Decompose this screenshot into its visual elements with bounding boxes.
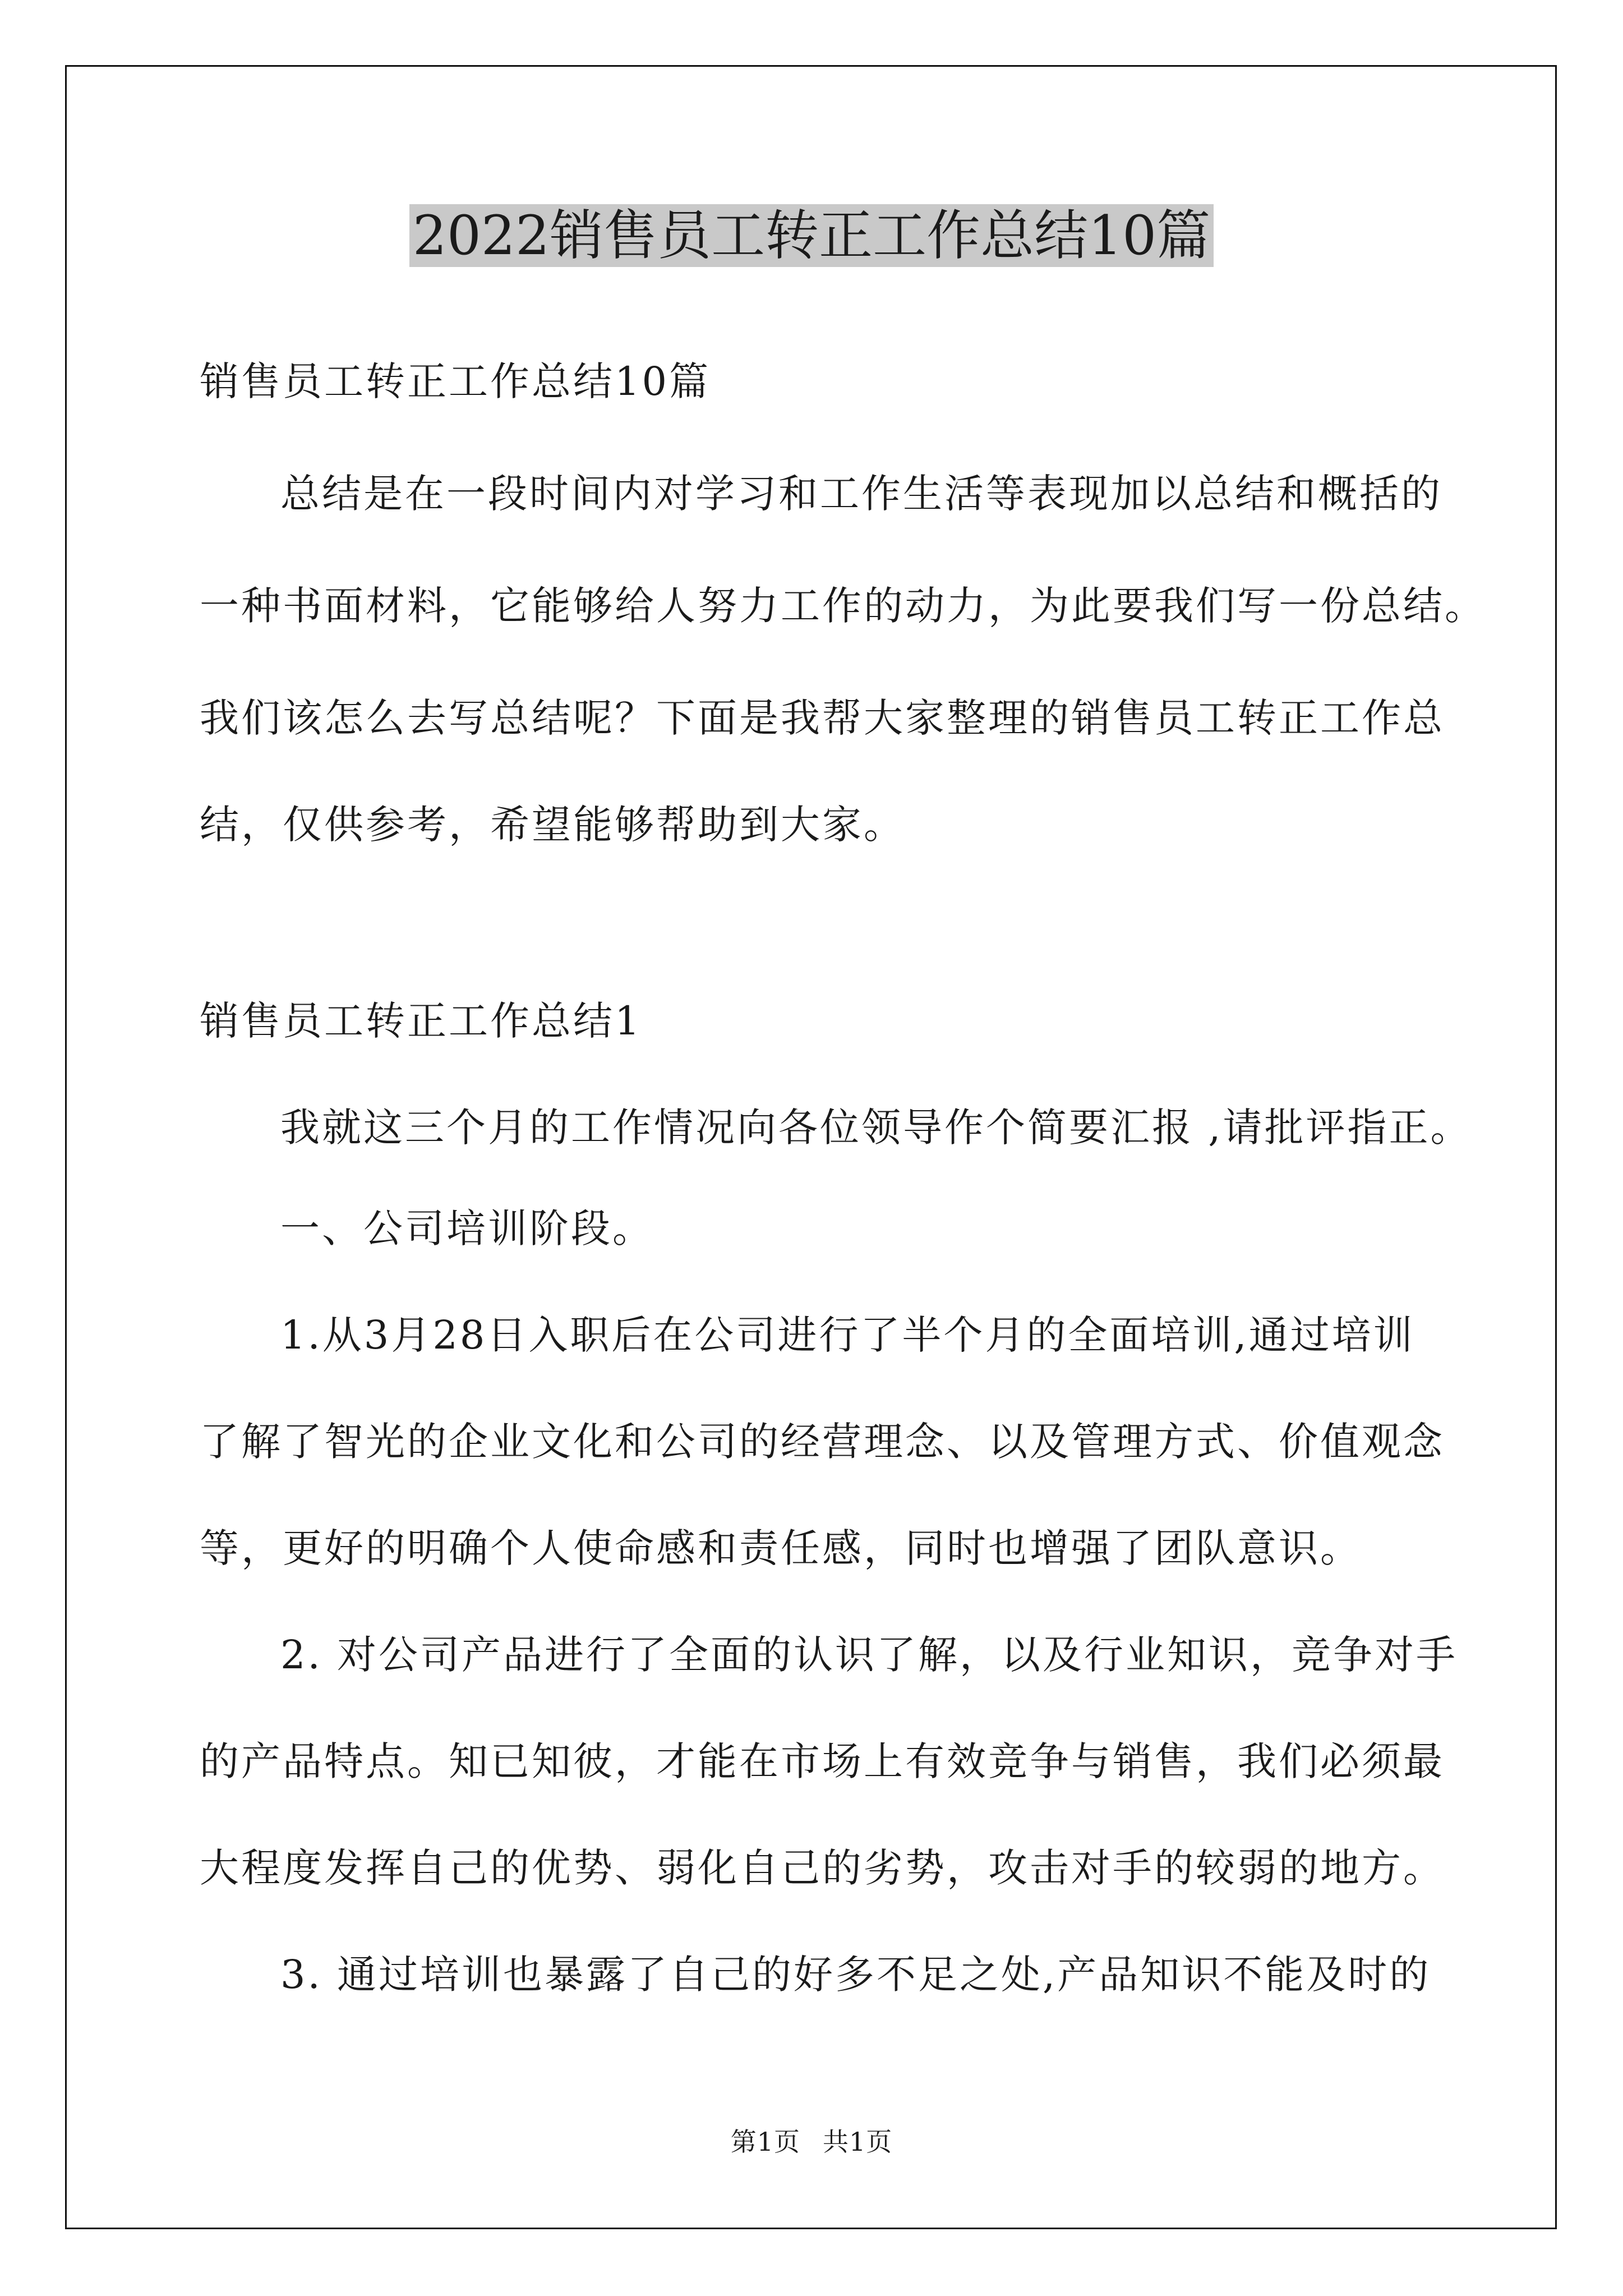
- body-line-6: 2. 对公司产品进行了全面的认识了解，以及行业知识，竞争对手: [280, 1632, 1458, 1678]
- document-title-text: 2022销售员工转正工作总结10篇: [409, 204, 1214, 267]
- intro-line-4: 结，仅供参考，希望能够帮助到大家。: [200, 802, 905, 848]
- intro-line-3: 我们该怎么去写总结呢？下面是我帮大家整理的销售员工转正工作总: [200, 695, 1445, 741]
- document-title: [0, 196, 1623, 275]
- body-line-5: 等，更好的明确个人使命感和责任感，同时也增强了团队意识。: [200, 1525, 1362, 1571]
- body-line-3: 1.从3月28日入职后在公司进行了半个月的全面培训,通过培训: [280, 1312, 1415, 1358]
- intro-line-2: 一种书面材料，它能够给人努力工作的动力，为此要我们写一份总结。: [200, 583, 1486, 629]
- intro-line-1: 总结是在一段时间内对学习和工作生活等表现加以总结和概括的: [280, 471, 1442, 517]
- body-line-7: 的产品特点。知已知彼，才能在市场上有效竞争与销售，我们必须最: [200, 1738, 1445, 1784]
- body-line-9: 3. 通过培训也暴露了自己的好多不足之处,产品知识不能及时的: [280, 1952, 1431, 1998]
- page-number-total: 共1页: [823, 2127, 893, 2157]
- body-line-2: 一、公司培训阶段。: [280, 1205, 654, 1251]
- subtitle: 销售员工转正工作总结10篇: [200, 358, 711, 404]
- section-heading: 销售员工转正工作总结1: [200, 998, 642, 1044]
- body-line-1: 我就这三个月的工作情况向各位领导作个简要汇报 ,请批评指正。: [280, 1105, 1472, 1151]
- page-footer: [0, 2125, 1623, 2159]
- body-line-8: 大程度发挥自己的优势、弱化自己的劣势，攻击对手的较弱的地方。: [200, 1845, 1445, 1891]
- body-line-4: 了解了智光的企业文化和公司的经营理念、以及管理方式、价值观念: [200, 1419, 1445, 1465]
- page-number-current: 第1页: [730, 2127, 800, 2157]
